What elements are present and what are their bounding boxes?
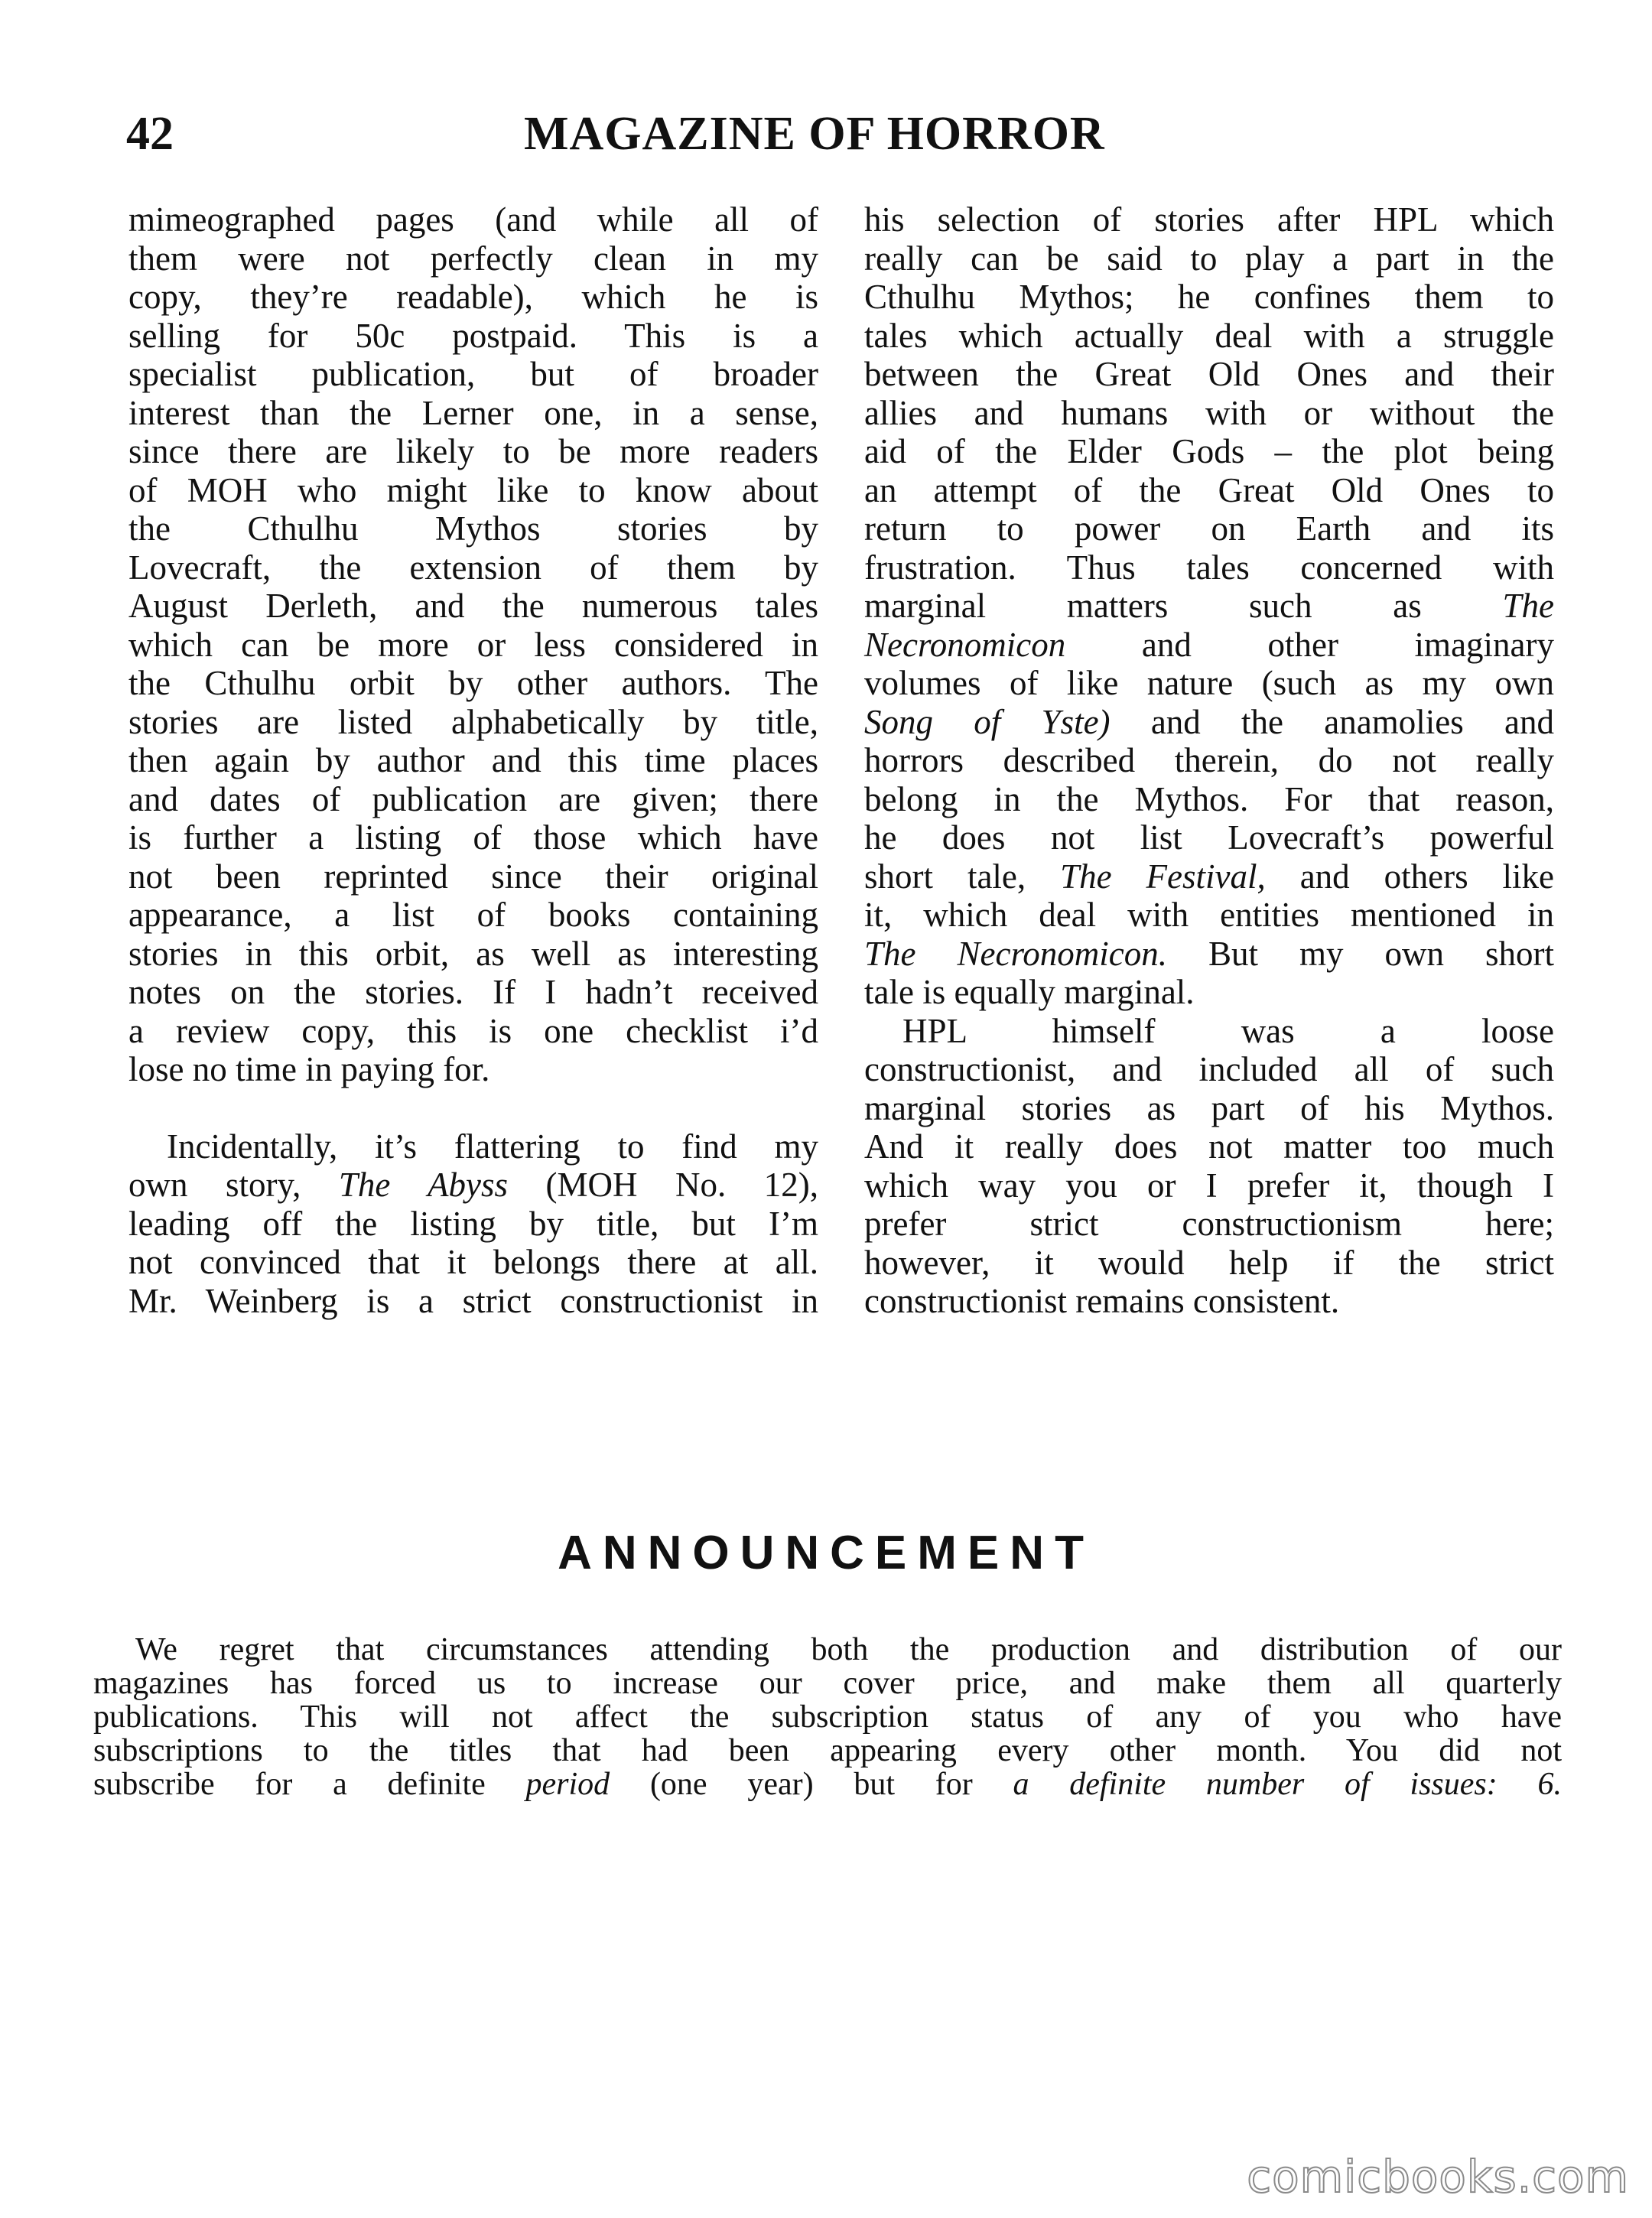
text-line: Cthulhu Mythos; he confines them to [864,278,1554,316]
text-line: constructionist, and included all of such [864,1050,1554,1088]
text-line: he does not list Lovecraft’s powerful [864,818,1554,857]
text-line: his selection of stories after HPL which [864,200,1554,239]
announcement-body [93,1633,1562,1801]
text-line: The Necronomicon. But my own short [864,934,1554,973]
text-line: interest than the Lerner one, in a sense, [128,393,818,432]
text-line: which can be more or less considered in [128,625,818,664]
text-line: Lovecraft, the extension of them by [128,548,818,587]
text-line: which way you or I prefer it, though I [864,1166,1554,1205]
text-line: then again by author and this time places [128,741,818,779]
text-line: volumes of like nature (such as my own [864,664,1554,702]
text-line: notes on the stories. If I hadn’t received [128,973,818,1011]
text-line: really can be said to play a part in the [864,239,1554,278]
text-line: magazines has forced us to increase our cover price, and make them all quarterly [93,1666,1562,1701]
text-line: stories are listed alphabetically by title, [128,702,818,741]
left-column [128,200,818,1320]
text-line: stories in this orbit, as well as interesting [128,934,818,973]
text-line: however, it would help if the strict [864,1243,1554,1282]
text-line: Song of Yste) and the anamolies and [864,702,1554,741]
text-line: prefer strict constructionism here; [864,1205,1554,1243]
text-line: HPL himself was a loose [902,1011,1554,1050]
text-line: marginal stories as part of his Mythos. [864,1088,1554,1127]
text-line: the Cthulhu orbit by other authors. The [128,664,818,702]
text-line: an attempt of the Great Old Ones to [864,470,1554,509]
text-line: marginal matters such as The [864,587,1554,625]
text-line: not convinced that it belongs there at all. [128,1243,818,1281]
text-line: tale is equally marginal. [864,973,1195,1011]
right-paragraph-1 [864,200,1554,1012]
text-line: it, which deal with entities mentioned in [864,896,1554,934]
right-paragraph-2 [864,1012,1554,1321]
text-line: and dates of publication are given; there [128,779,818,818]
text-line: horrors described therein, do not really [864,741,1554,779]
text-line: Necronomicon and other imaginary [864,625,1554,664]
text-line: appearance, a list of books containing [128,896,818,934]
page-header [126,107,1556,168]
text-line: subscribe for a definite period (one year) but for a definite number of issues: 6. [93,1767,1562,1802]
text-line: subscriptions to the titles that had been appearing every other month. You did not [93,1733,1562,1768]
text-line: frustration. Thus tales concerned with [864,548,1554,587]
text-line: since there are likely to be more readers [128,432,818,470]
left-paragraph-1 [128,200,818,1089]
text-line: lose no time in paying for. [128,1050,490,1088]
text-line: Mr. Weinberg is a strict constructionist in [128,1281,818,1320]
left-paragraph-2 [128,1127,818,1321]
text-line: Incidentally, it’s flattering to find my [167,1127,818,1166]
right-column [864,200,1554,1321]
text-line: return to power on Earth and its [864,509,1554,548]
text-line: not been reprinted since their original [128,857,818,896]
text-line: leading off the listing by title, but I’m [128,1204,818,1243]
announcement-title: ANNOUNCEMENT [558,1527,1094,1579]
page-number: 42 [126,108,174,160]
text-line: selling for 50c postpaid. This is a [128,316,818,355]
text-line: constructionist remains consistent. [864,1282,1340,1320]
text-line: between the Great Old Ones and their [864,355,1554,393]
text-line: mimeographed pages (and while all of [128,200,818,239]
text-line: publications. This will not affect the subscription status of any of you who have [93,1699,1562,1735]
text-line: copy, they’re readable), which he is [128,278,818,316]
text-line: of MOH who might like to know about [128,470,818,509]
text-line: August Derleth, and the numerous tales [128,587,818,625]
text-line: is further a listing of those which have [128,818,818,857]
text-line: belong in the Mythos. For that reason, [864,779,1554,818]
text-line: specialist publication, but of broader [128,355,818,393]
text-line: allies and humans with or without the [864,393,1554,432]
text-line: And it really does not matter too much [864,1127,1554,1166]
text-line: tales which actually deal with a struggle [864,316,1554,355]
watermark-logo: comicbooks.com [1247,2151,1629,2203]
text-line: short tale, The Festival, and others like [864,857,1554,896]
text-line: aid of the Elder Gods – the plot being [864,432,1554,470]
magazine-title: MAGAZINE OF HORROR [524,108,1105,160]
text-line: own story, The Abyss (MOH No. 12), [128,1166,818,1204]
text-line: We regret that circumstances attending both the production and distribution of our [135,1632,1562,1667]
text-line: the Cthulhu Mythos stories by [128,509,818,548]
text-line: a review copy, this is one checklist i’d [128,1011,818,1050]
text-line: them were not perfectly clean in my [128,239,818,278]
story-title: The Abyss [338,1166,509,1204]
